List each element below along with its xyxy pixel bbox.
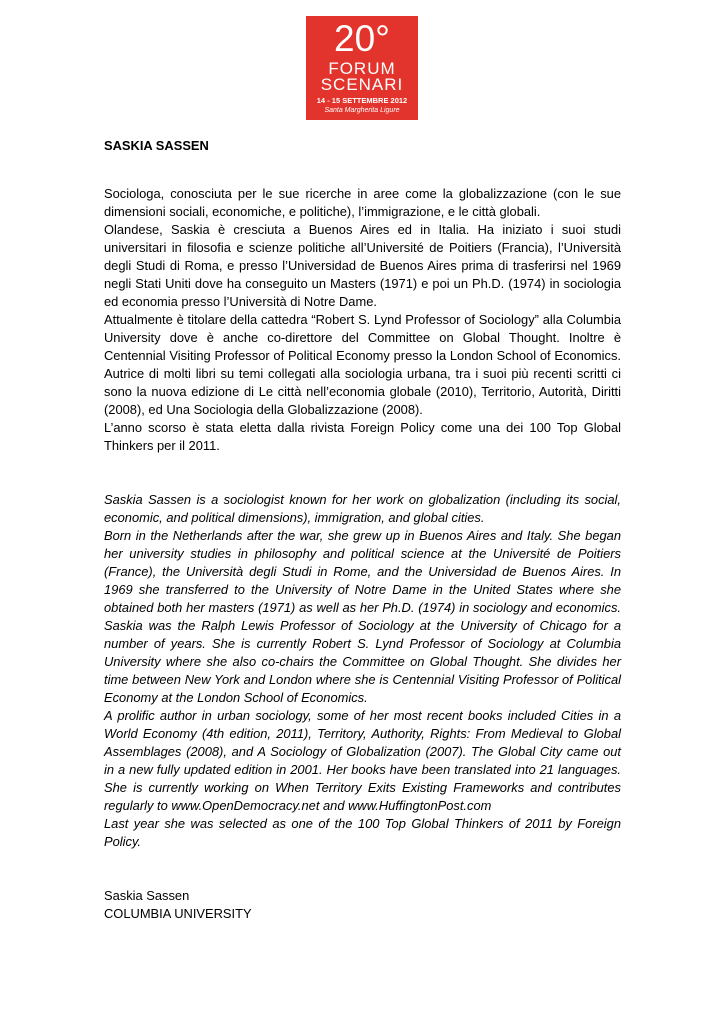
english-paragraph: Saskia Sassen is a sociologist known for her work on globalization (including its social, economic, and political dimensions), immigration, and global cities. [104, 492, 621, 525]
english-paragraph: Last year she was selected as one of the 100 Top Global Thinkers of 2011 by Foreign Policy. [104, 816, 621, 849]
italian-paragraph: Attualmente è titolare della cattedra “Robert S. Lynd Professor of Sociology” alla Columbia University dove è anche co-direttore del Committee on Global Thought. Inoltre è Centennial Visiting Professor of Political Economy presso la London School of Economics. Autrice di molti libri su temi collegati alla sociologia urbana, tra i suoi più recenti scritti ci sono la nuova edizione di Le città nell’economia globale (2010), Territorio, Autorità, Diritti (2008), ed Una Sociologia della Globalizzazione (2008). [104, 312, 621, 417]
signature-block [104, 887, 621, 923]
english-biography [104, 491, 621, 851]
italian-biography [104, 185, 621, 455]
logo-forum-text: FORUM [328, 59, 396, 78]
signature-affiliation: COLUMBIA UNIVERSITY [104, 906, 252, 921]
english-paragraph: Born in the Netherlands after the war, she grew up in Buenos Aires and Italy. She began her university studies in philosophy and political science at the Université de Poitiers (France), the Università degli Studi in Rome, and the Universidad de Buenos Aires. In 1969 she transferred to the University of Notre Dame in the United States where she obtained both her masters (1971) as well as her Ph.D. (1974) in sociology and economics. Saskia was the Ralph Lewis Professor of Sociology at the University of Chicago for a number of years. She is currently Robert S. Lynd Professor of Sociology at Columbia University where she also co-chairs the Committee on Global Thought. She divides her time between New York and London where she is Centennial Visiting Professor of Political Economy at the London School of Economics. [104, 528, 621, 705]
logo-dates: 14 - 15 SETTEMBRE 2012 [316, 96, 408, 105]
italian-paragraph: L’anno scorso è stata eletta dalla rivista Foreign Policy come una dei 100 Top Global Thinkers per il 2011. [104, 420, 621, 453]
page-title: SASKIA SASSEN [104, 138, 209, 153]
italian-paragraph: Sociologa, conosciuta per le sue ricerche in aree come la globalizzazione (con le sue dimensioni sociali, economiche, e politiche), l’immigrazione, e le città globali. [104, 186, 621, 219]
document-body [104, 137, 621, 923]
logo-scenari-text: SCENARI [320, 75, 404, 94]
signature-name: Saskia Sassen [104, 888, 190, 903]
english-paragraph: A prolific author in urban sociology, some of her most recent books included Cities in a World Economy (4th edition, 2011), Territory, Authority, Rights: From Medieval to Global Assemblages (2008), and A Sociology of Globalization (2007). The Global City came out in a new fully updated edition in 2001. Her books have been translated into 21 languages. She is currently working on When Territory Exits Existing Frameworks and contributes regularly to www.OpenDemocracy.net and www.HuffingtonPost.com [104, 708, 621, 813]
logo-edition-number: 20° [334, 18, 390, 59]
italian-paragraph: Olandese, Saskia è cresciuta a Buenos Aires ed in Italia. Ha iniziato i suoi studi universitari in filosofia e scienze politiche all’Université de Poitiers (Francia), l’Università degli Studi di Roma, e presso l’Universidad de Buenos Aires prima di trasferirsi nel 1969 negli Stati Uniti dove ha conseguito un Masters (1971) e poi un Ph.D. (1974) in sociologia ed economia presso l’Università di Notre Dame. [104, 222, 621, 309]
logo-place: Santa Margherita Ligure [324, 107, 400, 114]
forum-scenari-logo [306, 16, 418, 120]
